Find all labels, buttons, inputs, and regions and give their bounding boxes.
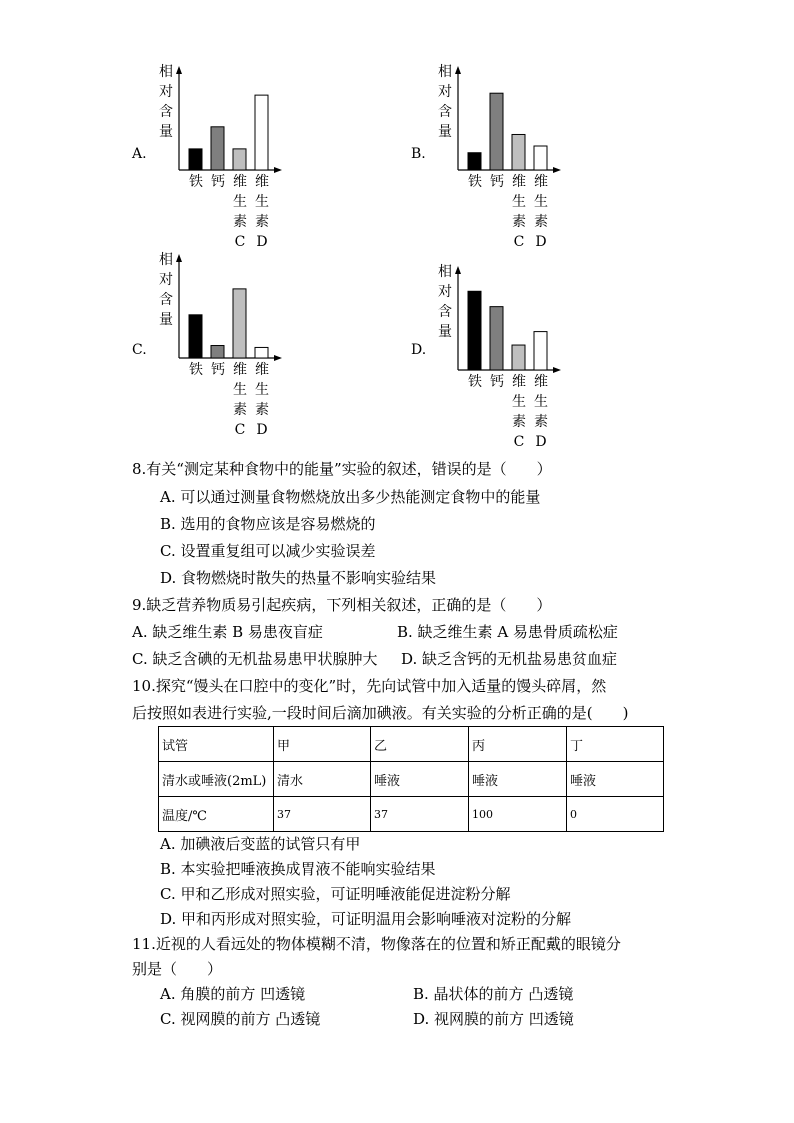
question-9-option-a: A. 缺乏维生素 B 易患夜盲症 [132,623,323,641]
question-8-option-a: A. 可以通过测量食物燃烧放出多少热能测定食物中的能量 [160,488,541,506]
y-label-char: 含 [159,292,173,308]
table-row [159,762,664,797]
x-tick-label: 生 [534,194,548,210]
chart-b [411,62,571,262]
bar-1 [189,149,202,170]
question-8-option-c: C. 设置重复组可以减少实验误差 [160,542,376,560]
x-tick-label: 维 [534,174,548,190]
x-tick-label: D [535,234,547,250]
bar-1 [468,153,481,170]
x-tick-label: 素 [512,214,526,230]
question-10-stem-line2: 后按照如表进行实验,一段时间后滴加碘液。有关实验的分析正确的是( ) [132,704,629,722]
y-label-char: 含 [438,104,452,120]
y-label-char: 含 [438,304,452,320]
x-tick-label: 生 [233,382,247,398]
x-tick-label: D [535,434,547,450]
x-tick-label: C [234,234,246,250]
y-label-char: 量 [438,124,452,140]
x-tick-label: 维 [233,362,247,378]
x-tick-label: 铁 [468,174,482,190]
y-label-char: 量 [159,124,173,140]
x-tick-label: 素 [512,414,526,430]
question-9-option-b: B. 缺乏维生素 A 易患骨质疏松症 [397,623,618,641]
x-tick-label: 钙 [211,174,225,190]
x-tick-label: 维 [255,174,269,190]
chart-letter: A. [132,146,147,162]
bar-4 [534,332,547,370]
table-row [159,797,664,832]
x-tick-label: 维 [512,374,526,390]
bar-chart-svg [411,62,571,182]
x-tick-label: 维 [534,374,548,390]
x-tick-label: C [513,434,525,450]
table-row [159,727,664,762]
table-cell: 0 [567,797,664,832]
y-label-char: 含 [159,104,173,120]
y-label-char: 对 [159,84,173,100]
table-cell: 温度/℃ [159,797,274,832]
table-cell: 清水 [274,762,371,797]
table-cell: 37 [371,797,469,832]
x-tick-label: 素 [233,402,247,418]
x-tick-label: 生 [255,382,269,398]
question-10-option-d: D. 甲和丙形成对照实验，可证明温用会影响唾液对淀粉的分解 [160,910,572,928]
question-10-option-c: C. 甲和乙形成对照实验，可证明唾液能促进淀粉分解 [160,885,511,903]
y-label-char: 量 [159,312,173,328]
y-axis-arrow [176,254,182,262]
bar-chart-svg [132,62,292,182]
question-9-option-c: C. 缺乏含碘的无机盐易患甲状腺肿大 [132,650,378,668]
table-cell: 乙 [371,727,469,762]
x-tick-label: D [256,422,268,438]
x-tick-label: 维 [512,174,526,190]
y-label-char: 相 [159,64,173,80]
bar-4 [534,146,547,170]
x-tick-label: C [513,234,525,250]
question-11-option-c: C. 视网膜的前方 凸透镜 [160,1010,321,1028]
chart-letter: C. [132,342,147,358]
question-10-stem-line1: 10.探究“馒头在口腔中的变化”时，先向试管中加入适量的馒头碎屑，然 [132,677,607,695]
x-tick-label: D [256,234,268,250]
x-tick-label: 维 [255,362,269,378]
chart-c [132,250,292,450]
y-label-char: 对 [438,84,452,100]
y-label-char: 相 [438,64,452,80]
x-axis-arrow [274,355,282,361]
chart-d [411,262,571,462]
chart-a [132,62,292,262]
x-tick-label: 铁 [189,174,203,190]
chart-letter: B. [411,146,426,162]
x-tick-label: C [234,422,246,438]
table-cell: 清水或唾液(2mL) [159,762,274,797]
bar-1 [468,291,481,370]
bar-4 [255,347,268,358]
experiment-table [158,726,664,832]
y-axis-arrow [176,66,182,74]
x-tick-label: 素 [534,214,548,230]
bar-4 [255,95,268,170]
x-tick-label: 素 [255,402,269,418]
y-axis-arrow [455,66,461,74]
table-cell: 唾液 [567,762,664,797]
question-8-option-b: B. 选用的食物应该是容易燃烧的 [160,515,376,533]
x-axis-arrow [553,367,561,373]
question-8-option-d: D. 食物燃烧时散失的热量不影响实验结果 [160,569,437,587]
table-cell: 唾液 [371,762,469,797]
y-axis-arrow [455,266,461,274]
x-axis-arrow [274,167,282,173]
x-tick-label: 生 [534,394,548,410]
table-cell: 丁 [567,727,664,762]
bar-3 [512,134,525,170]
y-label-char: 对 [438,284,452,300]
x-tick-label: 生 [233,194,247,210]
question-9-option-d: D. 缺乏含钙的无机盐易患贫血症 [401,650,618,668]
question-11-stem-line1: 11.近视的人看远处的物体模糊不清，物像落在的位置和矫正配戴的眼镜分 [132,935,621,953]
y-label-char: 量 [438,324,452,340]
question-10-option-a: A. 加碘液后变蓝的试管只有甲 [160,835,361,853]
x-tick-label: 钙 [490,374,504,390]
x-tick-label: 钙 [490,174,504,190]
x-tick-label: 生 [512,194,526,210]
table-cell: 甲 [274,727,371,762]
bar-2 [490,307,503,370]
bar-chart-svg [411,262,571,382]
table-cell: 100 [469,797,567,832]
question-11-option-a: A. 角膜的前方 凹透镜 [160,985,306,1003]
table-cell: 试管 [159,727,274,762]
x-tick-label: 素 [233,214,247,230]
x-tick-label: 素 [255,214,269,230]
question-11-option-d: D. 视网膜的前方 凹透镜 [413,1010,574,1028]
x-tick-label: 铁 [189,362,203,378]
x-tick-label: 维 [233,174,247,190]
chart-letter: D. [411,342,427,358]
question-8-stem: 8.有关“测定某种食物中的能量”实验的叙述，错误的是（ ） [132,460,552,478]
bar-2 [490,93,503,170]
y-label-char: 对 [159,272,173,288]
bar-chart-svg [132,250,292,370]
question-10-option-b: B. 本实验把唾液换成胃液不能响实验结果 [160,860,436,878]
bar-1 [189,315,202,358]
bar-3 [233,289,246,358]
table-cell: 37 [274,797,371,832]
x-axis-arrow [553,167,561,173]
x-tick-label: 生 [255,194,269,210]
y-label-char: 相 [438,264,452,280]
x-tick-label: 素 [534,414,548,430]
x-tick-label: 钙 [211,362,225,378]
question-11-stem-line2: 别是（ ） [132,960,223,978]
x-tick-label: 生 [512,394,526,410]
table-cell: 丙 [469,727,567,762]
bar-2 [211,127,224,170]
bar-3 [512,345,525,370]
bar-2 [211,346,224,358]
question-9-stem: 9.缺乏营养物质易引起疾病，下列相关叙述，正确的是（ ） [132,596,552,614]
x-tick-label: 铁 [468,374,482,390]
question-11-option-b: B. 晶状体的前方 凸透镜 [413,985,574,1003]
bar-3 [233,149,246,170]
table-cell: 唾液 [469,762,567,797]
y-label-char: 相 [159,252,173,268]
